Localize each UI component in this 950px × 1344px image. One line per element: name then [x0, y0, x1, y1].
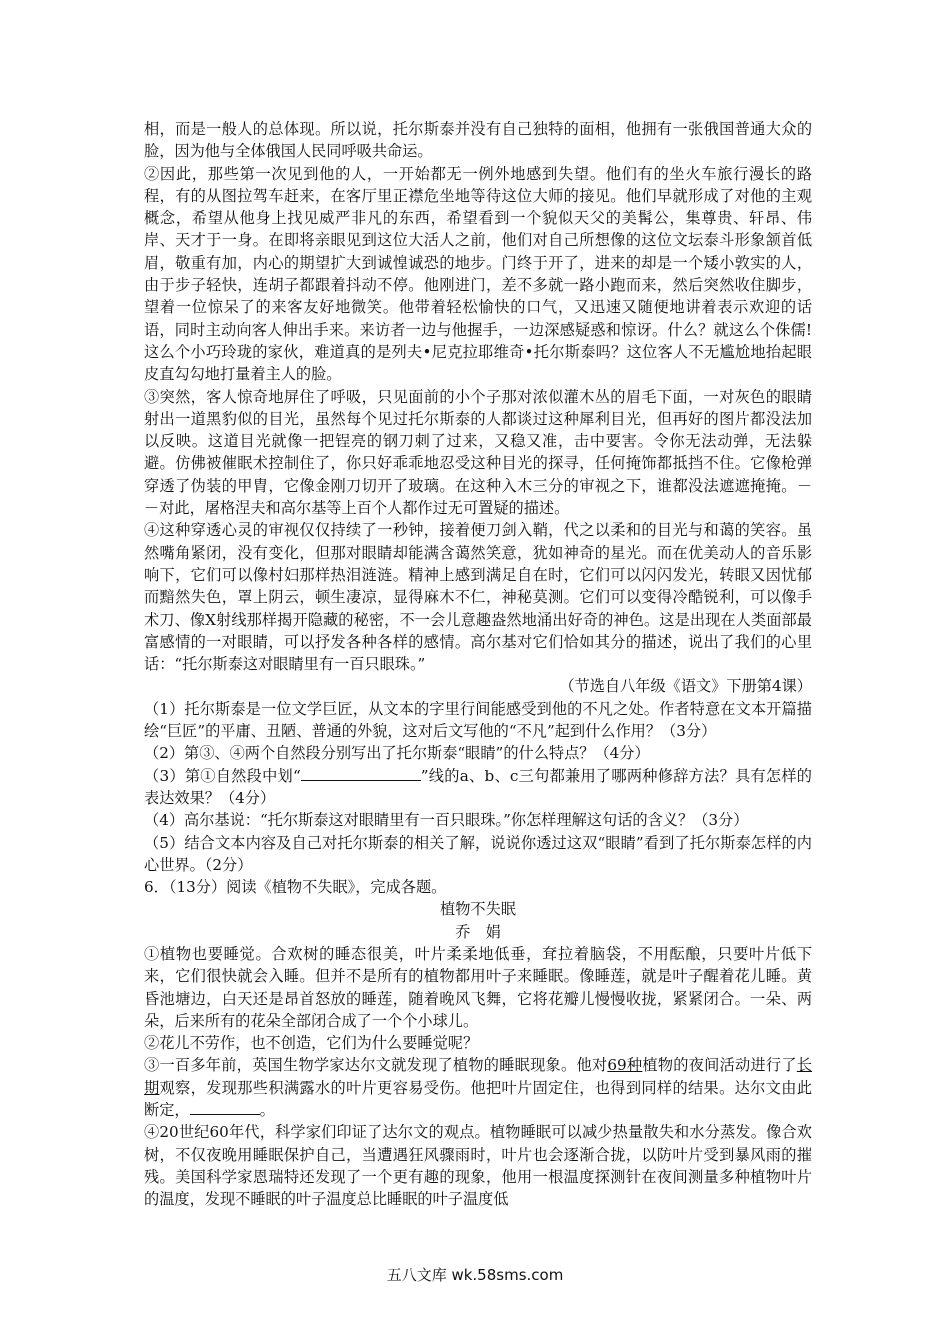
article-paragraph-2: ②因此，那些第一次见到他的人，一开始都无一例外地感到失望。他们有的坐火车旅行漫长的路程，有的从图拉驾车赶来，在客厅里正襟危坐地等待这位大师的接见。他们早就形成了对他的主观概念，希望从他身上找见威严非凡的东西，希望看到一个貌似天父的美髯公，集尊贵、轩昂、伟岸、天才于一身。在即将亲眼见到这位大活人之前，他们对自己所想像的这位文坛泰斗形象颔首低眉，敬重有加，内心的期望扩大到诚惶诚恐的地步。门终于开了，进来的却是一个矮小敦实的人，由于步子轻快，连胡子都跟着抖动不停。他刚进门，差不多就一路小跑而来，然后突然收住脚步，望着一位惊呆了的来客友好地微笑。他带着轻松愉快的口气，又迅速又随便地讲着表示欢迎的话语，同时主动向客人伸出手来。来访者一边与他握手，一边深感疑惑和惊讶。什么？就这么个侏儒!这么个小巧玲珑的家伙，难道真的是列夫•尼克拉耶维奇•托尔斯泰吗？这位客人不无尴尬地抬起眼皮直勾勾地打量着主人的脸。	[144, 164, 812, 384]
plant-paragraph-1: ①植物也要睡觉。合欢树的睡态很美，叶片柔柔地低垂，耷拉着脑袋，不用酝酿，只要叶片低下来，它们很快就会入睡。但并不是所有的植物都用叶子来睡眠。像睡莲，就是叶子醒着花儿睡。黄昏池塘边，白天还是昂首怒放的睡莲，随着晚风飞舞，它将花瓣儿慢慢收拢，紧紧闭合。一朵、两朵，后来所有的花朵全部闭合成了一个个小球儿。	[144, 944, 812, 1030]
fill-in-blank	[190, 1100, 260, 1115]
question-1: （1）托尔斯泰是一位文学巨匠，从文本的字里行间能感受到他的不凡之处。作者特意在文本开篇描绘“巨匠”的平庸、丑陋、普通的外貌，这对后文写他的“不凡”起到什么作用？（3分）	[144, 699, 812, 741]
question-5: （5）结合文本内容及自己对托尔斯泰的相关了解，说说你透过这双“眼睛”看到了托尔斯泰怎样的内心世界。（2分）	[144, 833, 812, 874]
article-author: 乔 娟	[455, 922, 501, 941]
plant-paragraph-3-text-d: 。	[259, 1101, 275, 1120]
plant-paragraph-3-text-c: 观察，发现那些积满露水的叶片更容易受伤。他把叶片固定住，也得到同样的结果。达尔文由此断定，	[144, 1078, 813, 1120]
plant-paragraph-4: ④20世纪60年代，科学家们印证了达尔文的观点。植物睡眠可以减少热量散失和水分蒸发。像合欢树，不仅夜晚用睡眠保护自己，当遭遇狂风骤雨时，叶片也会逐渐合拢，以防叶片受到暴风雨的摧残。美国科学家恩瑞特还发现了一个更有趣的现象，他用一根温度探测针在夜间测量多种植物叶片的温度，发现不睡眠的叶子温度总比睡眠的叶子温度低	[144, 1123, 812, 1209]
question-3-part-a: （3）第①自然段中划“	[144, 766, 301, 785]
document-page	[144, 118, 812, 1211]
article-title: 植物不失眠	[440, 900, 516, 919]
article-source: （节选自八年级《语文》下册第4课）	[559, 677, 812, 696]
footer-watermark: 五八文库 wk.58sms.com	[386, 1266, 564, 1284]
underlined-long-term: 长期	[144, 1056, 813, 1097]
article-paragraph-3: ③突然，客人惊奇地屏住了呼吸，只见面前的小个子那对浓似灌木丛的眉毛下面，一对灰色的眼睛射出一道黑豹似的目光，虽然每个见过托尔斯泰的人都谈过这种犀利目光，但再好的图片都没法加以反映。这道目光就像一把锃亮的钢刀刺了过来，又稳又准，击中要害。令你无法动弹，无法躲避。仿佛被催眠术控制住了，你只好乖乖地忍受这种目光的探寻，任何掩饰都抵挡不住。它像枪弹穿透了伪装的甲胄，它像金刚刀切开了玻璃。在这种入木三分的审视之下，谁都没法遮遮掩掩。－－对此，屠格涅夫和高尔基等上百个人都作过无可置疑的描述。	[144, 387, 812, 518]
plant-paragraph-3	[144, 1054, 812, 1121]
question-3-part-b: ”线的a、b、c三句都兼用了哪两种修辞方法？具有怎样的表达效果？（4分）	[144, 766, 812, 807]
question-4: （4）高尔基说：“托尔斯泰这对眼睛里有一百只眼珠。”你怎样理解这句话的含义？（3分）	[144, 811, 749, 830]
question-3-blank	[301, 766, 421, 781]
article-paragraph-4: ④这种穿透心灵的审视仅仅持续了一秒钟，接着便刀剑入鞘，代之以柔和的目光与和蔼的笑容。虽然嘴角紧闭，没有变化，但那对眼睛却能满含蔼然笑意，犹如神奇的星光。而在优美动人的音乐影响下，它们可以像村妇那样热泪涟涟。精神上感到满足自在时，它们可以闪闪发光，转眼又因忧郁而黯然失色，罩上阴云，顿生凄凉，显得麻木不仁，神秘莫测。它们可以变得冷酷锐利，可以像手术刀、像X射线那样揭开隐藏的秘密，不一会儿意趣盎然地涌出好奇的神色。这是出现在人类面部最富感情的一对眼睛，可以抒发各种各样的感情。高尔基对它们恰如其分的描述，说出了我们的心里话：“托尔斯泰这对眼睛里有一百只眼珠。”	[144, 521, 812, 674]
underlined-69-species: 69种	[607, 1056, 643, 1075]
plant-paragraph-3-text-b: 植物的夜间活动进行了	[642, 1056, 797, 1075]
plant-paragraph-3-text-a: ③一百多年前，英国生物学家达尔文就发现了植物的睡眠现象。他对	[144, 1056, 608, 1075]
plant-paragraph-2: ②花儿不劳作，也不创造，它们为什么要睡觉呢？	[144, 1034, 479, 1053]
question-3	[144, 765, 812, 810]
article-paragraph-1-continued: 相，而是一般人的总体现。所以说，托尔斯泰并没有自己独特的面相，他拥有一张俄国普通大众的脸，因为他与全体俄国人民同呼吸共命运。	[144, 120, 812, 161]
section-6-header: 6．（13分）阅读《植物不失眠》，完成各题。	[144, 878, 447, 897]
question-2: （2）第③、④两个自然段分别写出了托尔斯泰“眼睛”的什么特点？（4分）	[144, 744, 650, 763]
